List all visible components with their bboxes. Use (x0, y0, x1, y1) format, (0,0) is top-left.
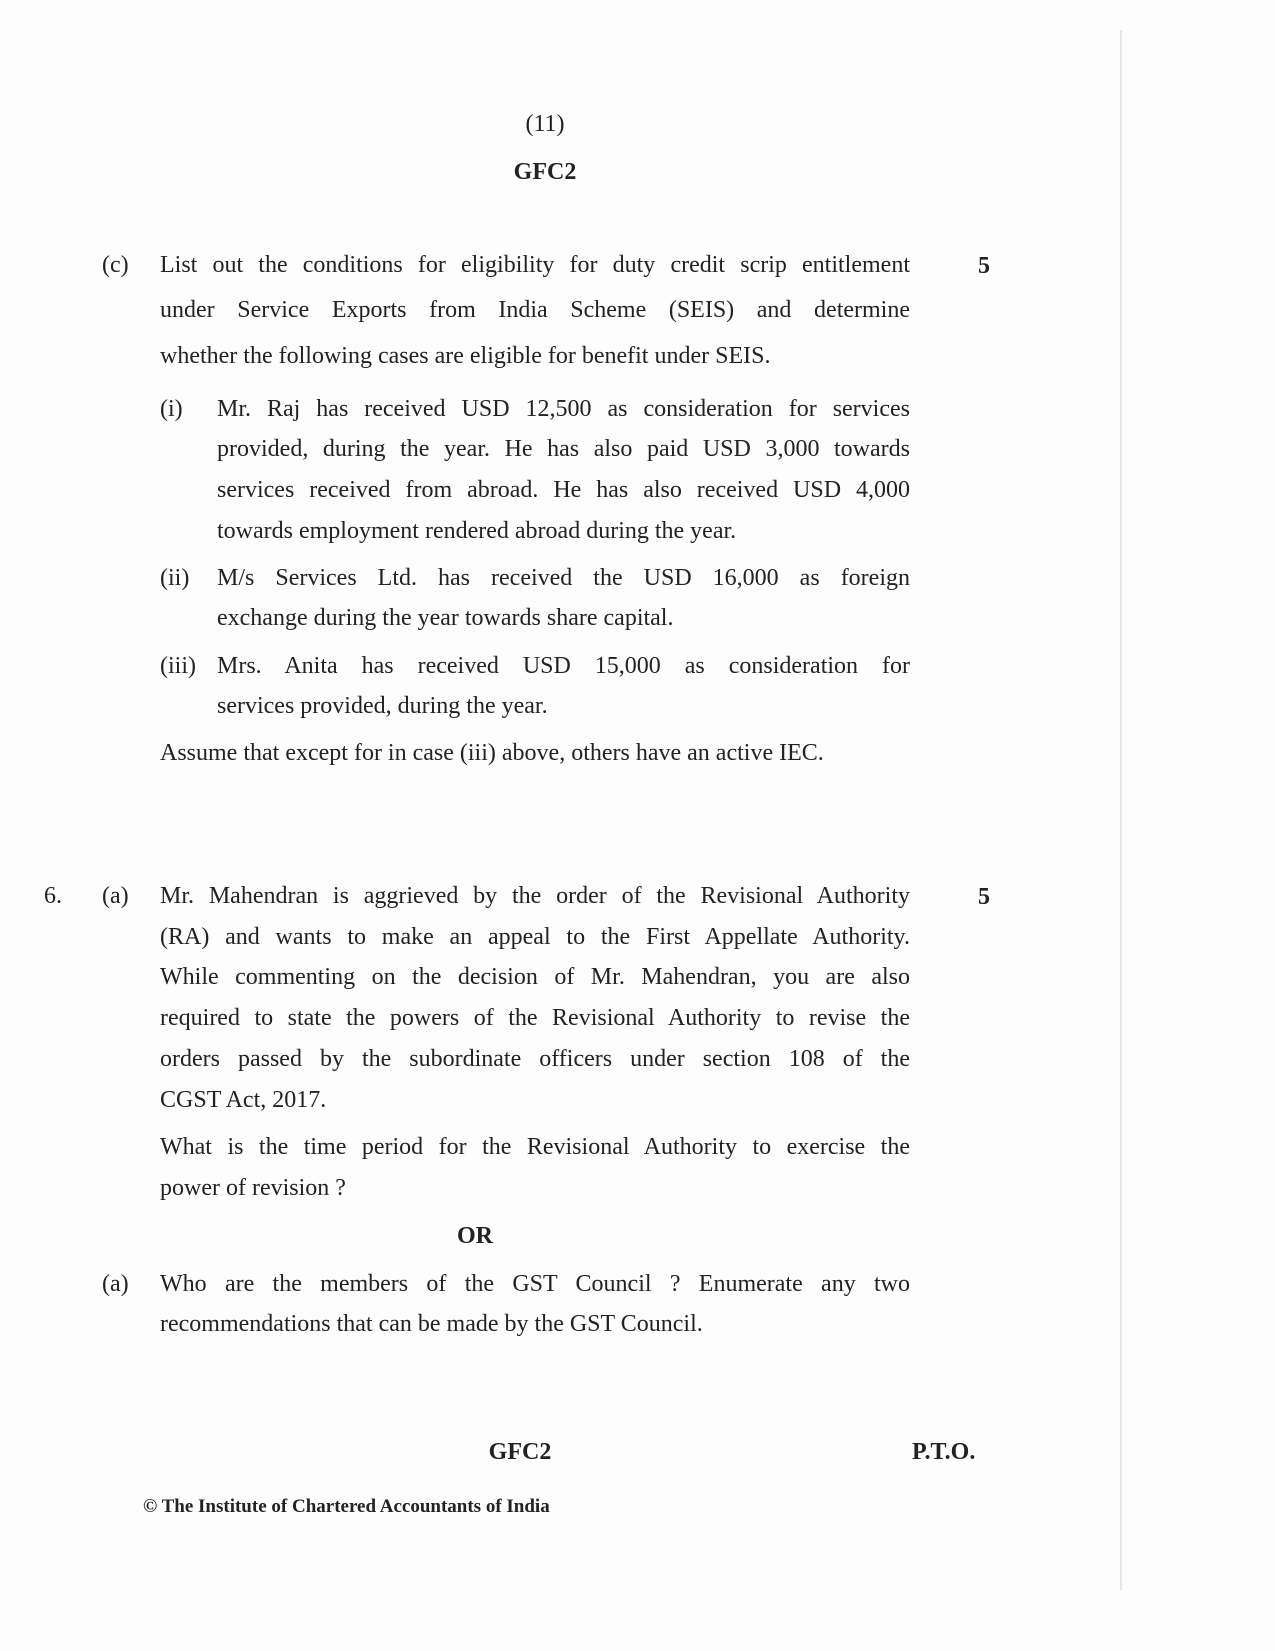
question-6a-line-2: (RA) and wants to make an appeal to the First Appellate Authority. (160, 924, 910, 950)
case-ii-label: (ii) (160, 565, 190, 591)
alt-question-line-1: Who are the members of the GST Council ? Enumerate any two (160, 1271, 910, 1297)
question-6a-line-5: orders passed by the subordinate officers under section 108 of the (160, 1046, 910, 1072)
question-c-line-1: List out the conditions for eligibility for duty credit scrip entitlement (160, 252, 910, 278)
case-ii-line-2: exchange during the year towards share capital. (217, 605, 674, 631)
case-iii-line-1: Mrs. Anita has received USD 15,000 as consideration for (217, 653, 910, 679)
page-number: (11) (525, 111, 565, 137)
question-c-marks: 5 (978, 253, 990, 279)
copyright-notice: © The Institute of Chartered Accountants of India (143, 1496, 550, 1517)
paper-code-footer: GFC2 (488, 1439, 552, 1465)
question-6-marks: 5 (978, 884, 990, 910)
question-6a-line-4: required to state the powers of the Revisional Authority to revise the (160, 1005, 910, 1031)
or-separator: OR (457, 1223, 493, 1249)
case-i-line-1: Mr. Raj has received USD 12,500 as consideration for services (217, 396, 910, 422)
assumption-note: Assume that except for in case (iii) above, others have an active IEC. (160, 740, 824, 766)
question-6a-line-6: CGST Act, 2017. (160, 1087, 327, 1113)
question-c-line-2: under Service Exports from India Scheme (SEIS) and determine (160, 297, 910, 323)
time-period-line-1: What is the time period for the Revisional Authority to exercise the (160, 1134, 910, 1160)
question-6a-line-1: Mr. Mahendran is aggrieved by the order of the Revisional Authority (160, 883, 910, 909)
case-i-label: (i) (160, 396, 183, 422)
case-iii-label: (iii) (160, 653, 196, 679)
case-iii-line-2: services provided, during the year. (217, 693, 548, 719)
question-6-number: 6. (44, 883, 62, 909)
question-c-line-3: whether the following cases are eligible for benefit under SEIS. (160, 343, 771, 369)
pto-label: P.T.O. (912, 1439, 976, 1465)
case-i-line-4: towards employment rendered abroad during the year. (217, 518, 737, 544)
question-6a-line-3: While commenting on the decision of Mr. Mahendran, you are also (160, 964, 910, 990)
question-c-label: (c) (102, 252, 129, 278)
paper-code-header: GFC2 (513, 159, 577, 185)
alt-question-label: (a) (102, 1271, 129, 1297)
case-i-line-3: services received from abroad. He has also received USD 4,000 (217, 477, 910, 503)
time-period-line-2: power of revision ? (160, 1175, 346, 1201)
case-ii-line-1: M/s Services Ltd. has received the USD 16,000 as foreign (217, 565, 910, 591)
question-6a-label: (a) (102, 883, 129, 909)
case-i-line-2: provided, during the year. He has also paid USD 3,000 towards (217, 436, 910, 462)
page-edge-shadow (1120, 30, 1122, 1590)
alt-question-line-2: recommendations that can be made by the GST Council. (160, 1311, 703, 1337)
